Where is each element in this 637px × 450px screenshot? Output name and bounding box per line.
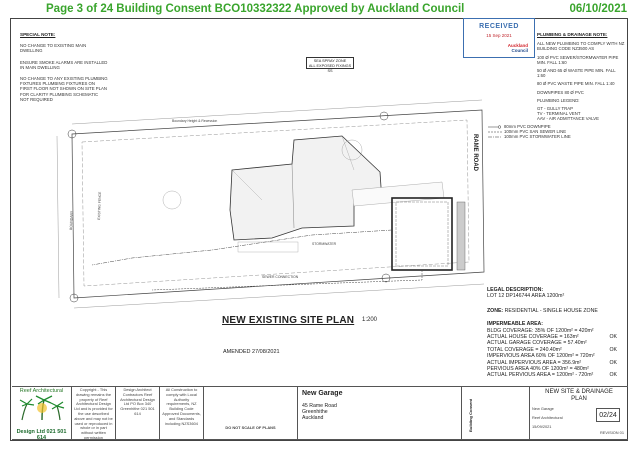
project-cell (298, 386, 473, 439)
legal-description (487, 287, 627, 379)
impermeable-status: OK (609, 334, 617, 341)
construction-text: All Construction to comply with Local Authority requirements, NZ Building Code Approved Documents, and Standards including NZS3604 (162, 387, 201, 426)
job-label: New Garage (532, 406, 554, 411)
impermeable-rows (487, 328, 627, 379)
designer-text: Design Architect Contractors Reef Architectural Design Ltd PO Box 340 Greenhithe 021 501 614 (120, 387, 155, 416)
plumbing-item: GT - GULLY TRAP (537, 106, 573, 112)
boundary-note: Boundary Height & Recession (172, 119, 218, 123)
note-item: NO CHANGE TO ANY EXISTING PLUMBING FIXTURES PLUMBING FIXTURES ON FIRST FLOOR NOT SHOWN ON SITE PLAN FOR CLARITY PLUMBING SCHEMATIC NOT REQUIRED (20, 76, 108, 102)
sea-spray-box (306, 57, 354, 73)
sheet-cell (530, 386, 628, 439)
impermeable-text: PERVIOUS AREA 40% OF 1200m² = 480m² (487, 366, 589, 373)
road-label: RAME ROAD (472, 134, 478, 171)
legend-label: 100mm PVC SAN SEWER LINE (504, 128, 567, 134)
impermeable-heading: IMPERMEABLE AREA: (487, 321, 544, 328)
plumbing-item: 50 Ø AND 65 Ø WASTE PIPE MIN. FALL 1:60 (537, 68, 616, 79)
deck-area (238, 242, 298, 252)
designer-cell (116, 386, 160, 439)
project-name: New Garage (302, 390, 343, 397)
boundary-note: EXISTING FENCE (97, 191, 102, 221)
plumbing-item: TV - TERMINAL VENT (537, 111, 581, 117)
approval-date: 06/10/2021 (569, 3, 627, 15)
drain-note: SEWER CONNECTION (262, 275, 299, 279)
page-header (0, 0, 637, 18)
sheet-number: 02/24 (596, 408, 620, 422)
sewer-line (152, 270, 422, 290)
impermeable-status: OK (609, 346, 617, 353)
site-plan-drawing (12, 80, 512, 310)
council-logo-line2: Council (511, 48, 528, 53)
project-address (298, 403, 461, 421)
legend-label: 80mm PVC DOWNPIPE (504, 123, 551, 129)
plumbing-item: PLUMBING LEGEND: (537, 97, 580, 103)
impermeable-text: ACTUAL GARAGE COVERAGE = 57.40m² (487, 340, 587, 347)
plumbing-notes (537, 32, 625, 125)
drain-note: STORMWATER (312, 242, 337, 246)
impermeable-text: ACTUAL IMPERVIOUS AREA = 356.9m² (487, 359, 582, 366)
plan-title: NEW EXISTING SITE PLAN (222, 315, 355, 326)
boundary-note: BOUNDARY (69, 210, 74, 231)
firm-name: Reef Architectural (19, 388, 64, 394)
copyright-cell (72, 386, 116, 439)
sheet-date: 15/09/2021 (532, 423, 552, 429)
impermeable-text: IMPERVIOUS AREA 60% OF 1200m² = 720m² (487, 353, 595, 360)
special-notes-heading: SPECIAL NOTE: (20, 32, 56, 37)
council-logo-line1: Auckland (507, 43, 528, 48)
plumbing-item: 100 Ø PVC SEWER/STORMWATER PIPE MIN. FALL 1:60 (537, 54, 619, 65)
impermeable-text: ACTUAL HOUSE COVERAGE = 163m² (487, 334, 579, 341)
address-line: Auckland (302, 415, 324, 421)
bottom-dimension (74, 284, 484, 308)
impermeable-text: BLDG COVERAGE: 35% OF 1200m² = 420m² (487, 327, 594, 334)
note-item: ENSURE SMOKE ALARMS ARE INSTALLED IN MAIN DWELLING (20, 59, 108, 70)
palm-tree-logo (12, 394, 72, 422)
top-dimension (72, 100, 482, 124)
impermeable-row (487, 372, 627, 378)
legal-heading: LEGAL DESCRIPTION: (487, 287, 544, 293)
legal-lot: LOT 12 DP146744 AREA 1200m² (487, 293, 565, 300)
impermeable-status: OK (609, 359, 617, 366)
plumbing-item: AAV - AIR ADMITTANCE VALVE (537, 116, 599, 122)
stamp-cell (462, 386, 530, 439)
note-item: NO CHANGE TO EXISTING MAIN DWELLING (20, 43, 87, 54)
copyright-text: Copyright - This drawing remains the property of Reef Architectural Design Ltd and is provided for the use described above and may not be used or reproduced in whole or in part without written permission (74, 387, 113, 440)
impermeable-status: OK (609, 372, 617, 379)
firm-logo-cell (12, 386, 72, 439)
address-line: Greenhithe (302, 409, 328, 415)
plumbing-item: DOWNPIPES 80 Ø PVC (537, 89, 584, 95)
plumbing-item: 80 Ø PVC WASTE PIPE MIN. FALL 1:40 (537, 81, 615, 87)
plumbing-item: ALL NEW PLUMBING TO COMPLY WITH NZ BUILDING CODE NZ3500 AS (537, 41, 625, 52)
existing-house (230, 136, 382, 240)
received-stamp (463, 18, 535, 58)
do-not-scale: DO NOT SCALE OF PLANS (225, 425, 276, 430)
council-logo (508, 43, 528, 53)
firm-phone: Design Ltd 021 501 614 (16, 429, 67, 441)
amended-note: AMENDED 27/08/2021 (223, 349, 280, 355)
sea-spray-line2: ALL EXPOSED FIXINGS SS (308, 64, 352, 73)
garage-slab (396, 202, 448, 266)
retaining-wall (457, 202, 465, 270)
consent-title: Page 3 of 24 Building Consent BCO10332322 Approved by Auckland Council (46, 3, 465, 15)
sea-spray-line1: SEA SPRAY ZONE (313, 59, 347, 63)
sheet-title-line2: PLAN (571, 396, 587, 402)
received-date: 15 Sep 2021 (486, 33, 512, 38)
impermeable-text: ACTUAL PERVIOUS AREA = 1200m² - 720m² (487, 372, 594, 379)
revision: REVISION 01 (599, 430, 624, 436)
received-label: RECEIVED (479, 23, 519, 30)
tree (163, 191, 181, 209)
new-garage (392, 198, 452, 270)
left-dimension (57, 136, 59, 298)
address-line: 45 Rame Road (302, 403, 337, 409)
zone-label: ZONE: (487, 307, 504, 314)
construction-cell (160, 386, 204, 439)
building-consent-label: Building Consent (468, 398, 473, 432)
sheet-title-line1: NEW SITE & DRAINAGE (545, 389, 613, 395)
sheet-title (530, 386, 628, 403)
zone-value: RESIDENTIAL - SINGLE HOUSE ZONE (504, 307, 598, 314)
scale-note-cell (204, 386, 298, 439)
impermeable-text: TOTAL COVERAGE = 240.40m² (487, 346, 562, 353)
plumbing-heading: PLUMBING & DRAINAGE NOTE: (537, 32, 608, 37)
legend-label: 100mm PVC STORMWATER LINE (504, 133, 571, 139)
plan-scale: 1:200 (362, 317, 378, 323)
drawn-by: Reef Architectural (532, 414, 563, 420)
